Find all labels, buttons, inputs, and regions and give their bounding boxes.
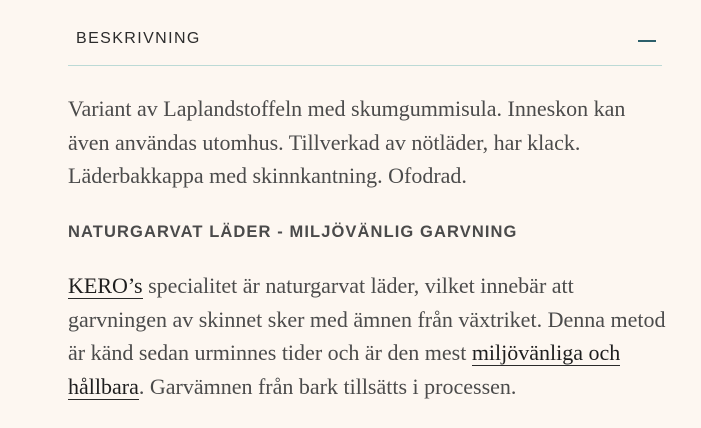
- description-section: [68, 0, 666, 399]
- accordion-title: BESKRIVNING: [76, 30, 201, 47]
- minus-icon[interactable]: [638, 31, 658, 47]
- kero-link[interactable]: KERO’s: [68, 273, 143, 298]
- tanning-text-1: specialitet är naturgarvat läder, vilket innebär att garvningen av skinnet sker med ämnen från växtriket. Denna metod är känd sedan urminnes tider och är den mest: [68, 273, 666, 365]
- tanning-text-2: . Garvämnen från bark tillsätts i processen.: [138, 373, 517, 399]
- description-paragraph: Variant av Laplandstoffeln med skumgummisula. Inneskon kan även användas utomhus. Tillverkad av nötläder, har klack. Läderbakkappa med skinnkantning. Ofodrad.: [68, 96, 626, 188]
- sustainable-link[interactable]: miljövänliga och hållbara: [68, 340, 621, 399]
- section-heading: NATURGARVAT LÄDER - MILJÖVÄNLIG GARVNING: [68, 223, 518, 241]
- accordion-header[interactable]: [68, 0, 662, 66]
- minus-icon-bar: [638, 40, 656, 42]
- tanning-paragraph: [68, 269, 668, 403]
